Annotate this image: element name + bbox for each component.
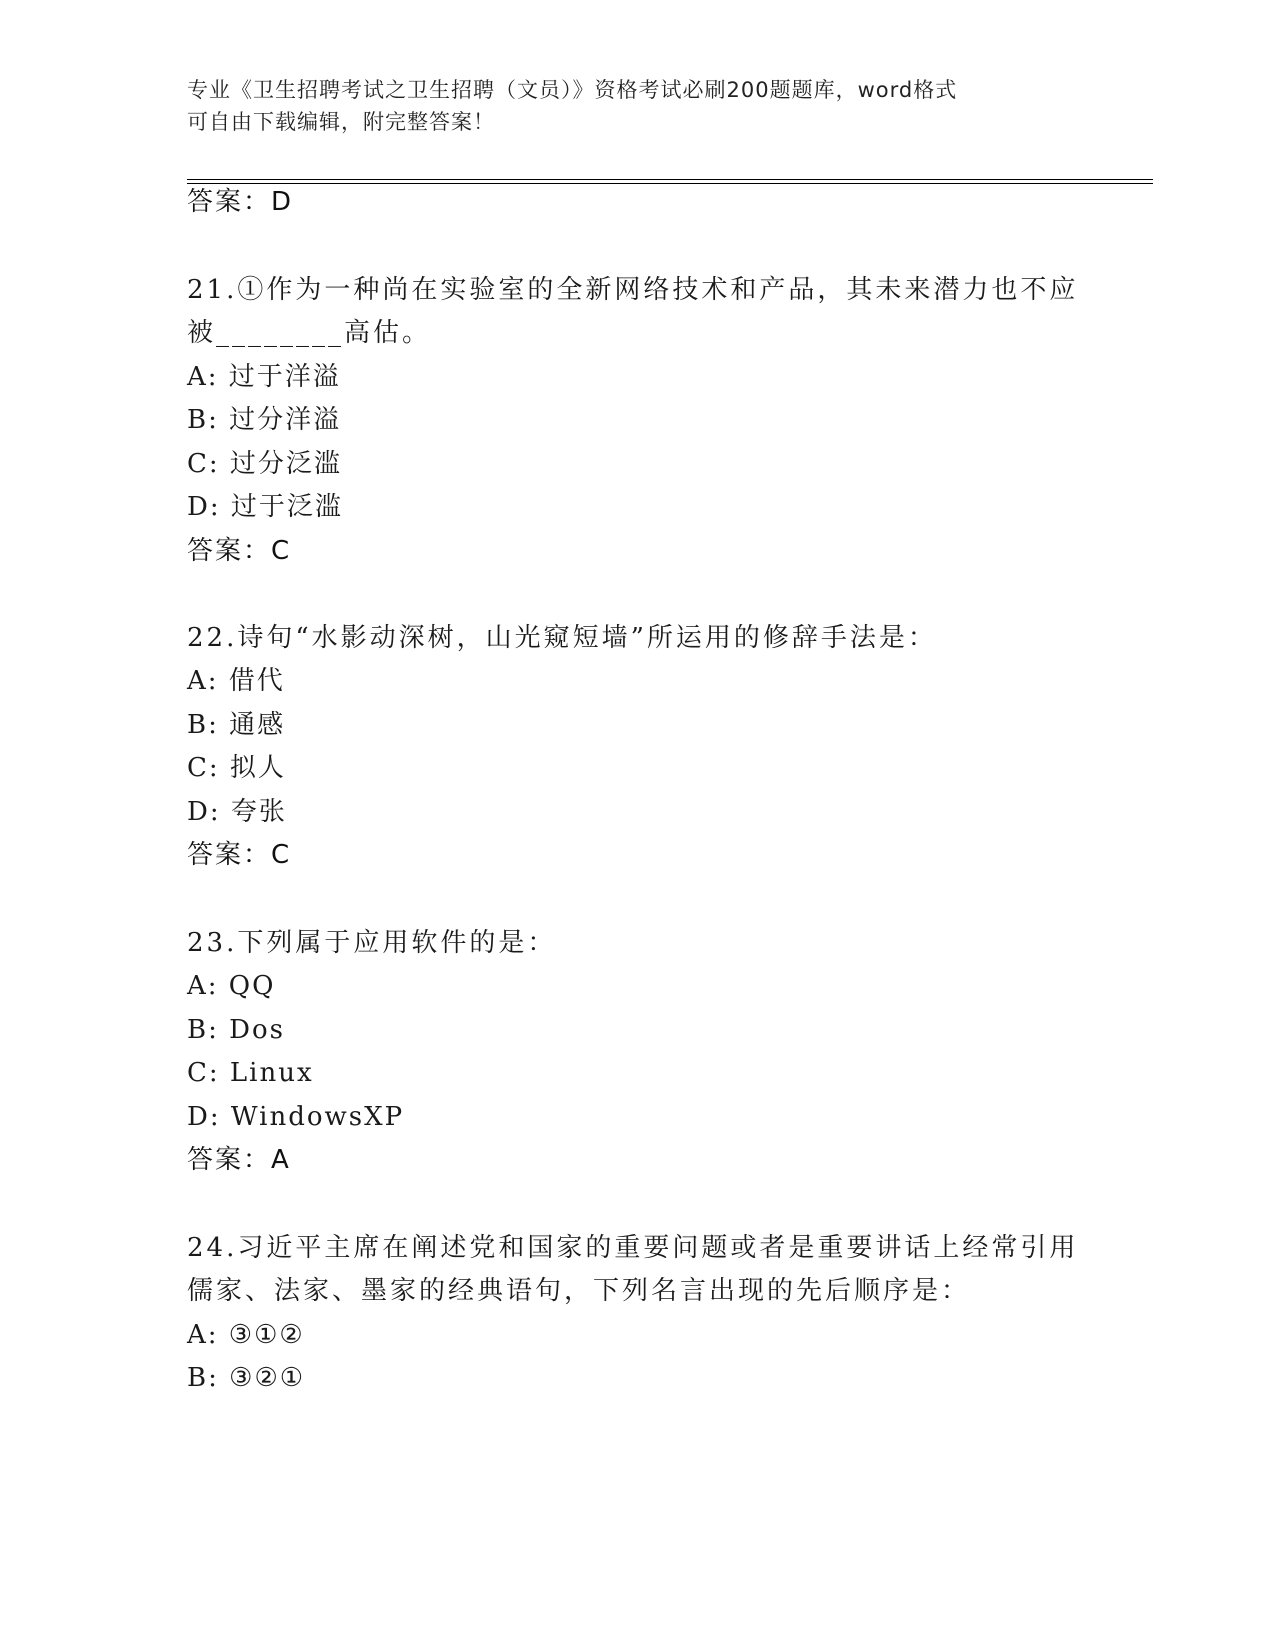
question-21-option-a: A: 过于洋溢 bbox=[187, 362, 341, 392]
question-22-option-c: C: 拟人 bbox=[187, 753, 286, 783]
question-22-option-a: A: 借代 bbox=[187, 666, 285, 696]
question-24-stem-line-2: 儒家、法家、墨家的经典语句，下列名言出现的先后顺序是： bbox=[187, 1276, 971, 1306]
question-21-answer: 答案：C bbox=[187, 536, 292, 566]
question-21-option-b: B: 过分洋溢 bbox=[187, 405, 342, 435]
header-line-2: 可自由下载编辑，附完整答案！ bbox=[187, 110, 495, 134]
question-22-stem-line-1: 22.诗句“水影动深树，山光窥短墙”所运用的修辞手法是： bbox=[187, 623, 937, 653]
answer-label: 答案：D bbox=[187, 187, 294, 217]
question-24-option-b: B: ③②① bbox=[187, 1363, 306, 1393]
question-22-option-d: D: 夸张 bbox=[187, 797, 287, 827]
question-23-option-b: B: Dos bbox=[187, 1015, 285, 1045]
question-23-stem-line-1: 23.下列属于应用软件的是： bbox=[187, 928, 557, 958]
header-line-1: 专业《卫生招聘考试之卫生招聘（文员）》资格考试必刷200题题库，word格式 bbox=[187, 78, 958, 102]
header-rule-bottom bbox=[187, 183, 1153, 184]
question-22-option-b: B: 通感 bbox=[187, 710, 286, 740]
question-23-option-d: D: WindowsXP bbox=[187, 1102, 405, 1132]
question-23-answer: 答案：A bbox=[187, 1145, 291, 1175]
question-21-stem-line-2: 被________高估。 bbox=[187, 318, 432, 348]
page-header bbox=[187, 74, 1087, 138]
question-24-option-a: A: ③①② bbox=[187, 1320, 305, 1350]
question-22-answer: 答案：C bbox=[187, 840, 292, 870]
question-21-option-c: C: 过分泛滥 bbox=[187, 449, 342, 479]
question-21-stem-line-1: 21.①作为一种尚在实验室的全新网络技术和产品，其未来潜力也不应 bbox=[187, 275, 1079, 305]
header-rule-top bbox=[187, 179, 1153, 180]
question-21-option-d: D: 过于泛滥 bbox=[187, 492, 343, 522]
question-24-stem-line-1: 24.习近平主席在阐述党和国家的重要问题或者是重要讲话上经常引用 bbox=[187, 1233, 1079, 1263]
question-23-option-a: A: QQ bbox=[187, 971, 276, 1001]
question-23-option-c: C: Linux bbox=[187, 1058, 314, 1088]
